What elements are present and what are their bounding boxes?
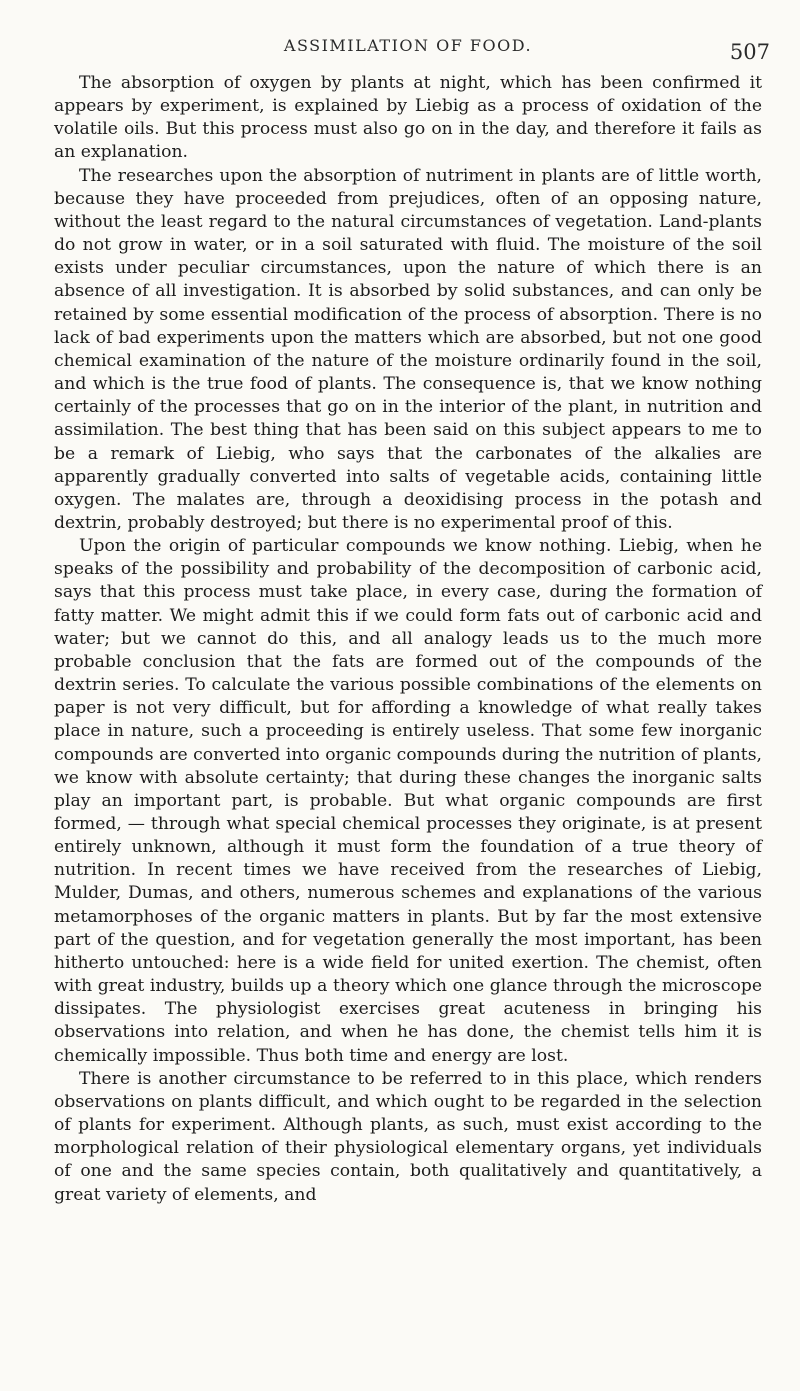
book-page [54, 36, 770, 1207]
page-number: 507 [729, 40, 770, 64]
page-header [54, 36, 770, 72]
paragraph: There is another circumstance to be referred to in this place, which renders observations on plants difficult, and which ought to be regarded in the selection of plants for experiment. Although plants, as such, must exist according to the morphological relation of their physiological elementary organs, yet individuals of one and the same species contain, both qualitatively and quantitatively, a great variety of elements, and [54, 1068, 762, 1205]
body-text [54, 72, 762, 1207]
paragraph: Upon the origin of particular compounds we know nothing. Liebig, when he speaks of the possibility and probability of the decomposition of carbonic acid, says that this process must take place, in every case, during the formation of fatty matter. We might admit this if we could form fats out of carbonic acid and water; but we cannot do this, and all analogy leads us to the much more probable conclusion that the fats are formed out of the compounds of the dextrin series. To calculate the various possible combinations of the elements on paper is not very difficult, but for affording a knowledge of what really takes place in nature, such a proceeding is entirely useless. That some few inorganic compounds are converted into organic compounds during the nutrition of plants, we know with absolute certainty; that during these changes the inorganic salts play an important part, is probable. But what organic compounds are first formed, — through what special chemical processes they originate, is at present entirely unknown, although it must form the foundation of a true theory of nutrition. In recent times we have received from the researches of Liebig, Mulder, Dumas, and others, numerous schemes and explanations of the various metamorphoses of the organic matters in plants. But by far the most extensive part of the question, and for vegetation generally the most important, has been hitherto untouched: here is a wide field for united exertion. The chemist, often with great industry, builds up a theory which one glance through the microscope dissipates. The physiologist exercises great acuteness in bringing his observations into relation, and when he has done, the chemist tells him it is chemically impossible. Thus both time and energy are lost. [54, 536, 762, 1066]
running-title: ASSIMILATION OF FOOD. [283, 36, 533, 55]
paragraph: The absorption of oxygen by plants at night, which has been confirmed it appears by experiment, is explained by Liebig as a process of oxidation of the volatile oils. But this process must also go on in the day, and therefore it fails as an explanation. [54, 73, 762, 163]
paragraph: The researches upon the absorption of nutriment in plants are of little worth, because they have proceeded from prejudices, often of an opposing nature, without the least regard to the natural circumstances of vegetation. Land-plants do not grow in water, or in a soil saturated with fluid. The moisture of the soil exists under peculiar circumstances, upon the nature of which there is an absence of all investigation. It is absorbed by solid substances, and can only be retained by some essential modification of the process of absorption. There is no lack of bad experiments upon the matters which are absorbed, but not one good chemical examination of the nature of the moisture ordinarily found in the soil, and which is the true food of plants. The consequence is, that we know nothing certainly of the processes that go on in the interior of the plant, in nutrition and assimilation. The best thing that has been said on this subject appears to me to be a remark of Liebig, who says that the carbonates of the alkalies are apparently gradually converted into salts of vegetable acids, containing little oxygen. The malates are, through a deoxidising process in the potash and dextrin, probably destroyed; but there is no experimental proof of this. [54, 165, 762, 533]
